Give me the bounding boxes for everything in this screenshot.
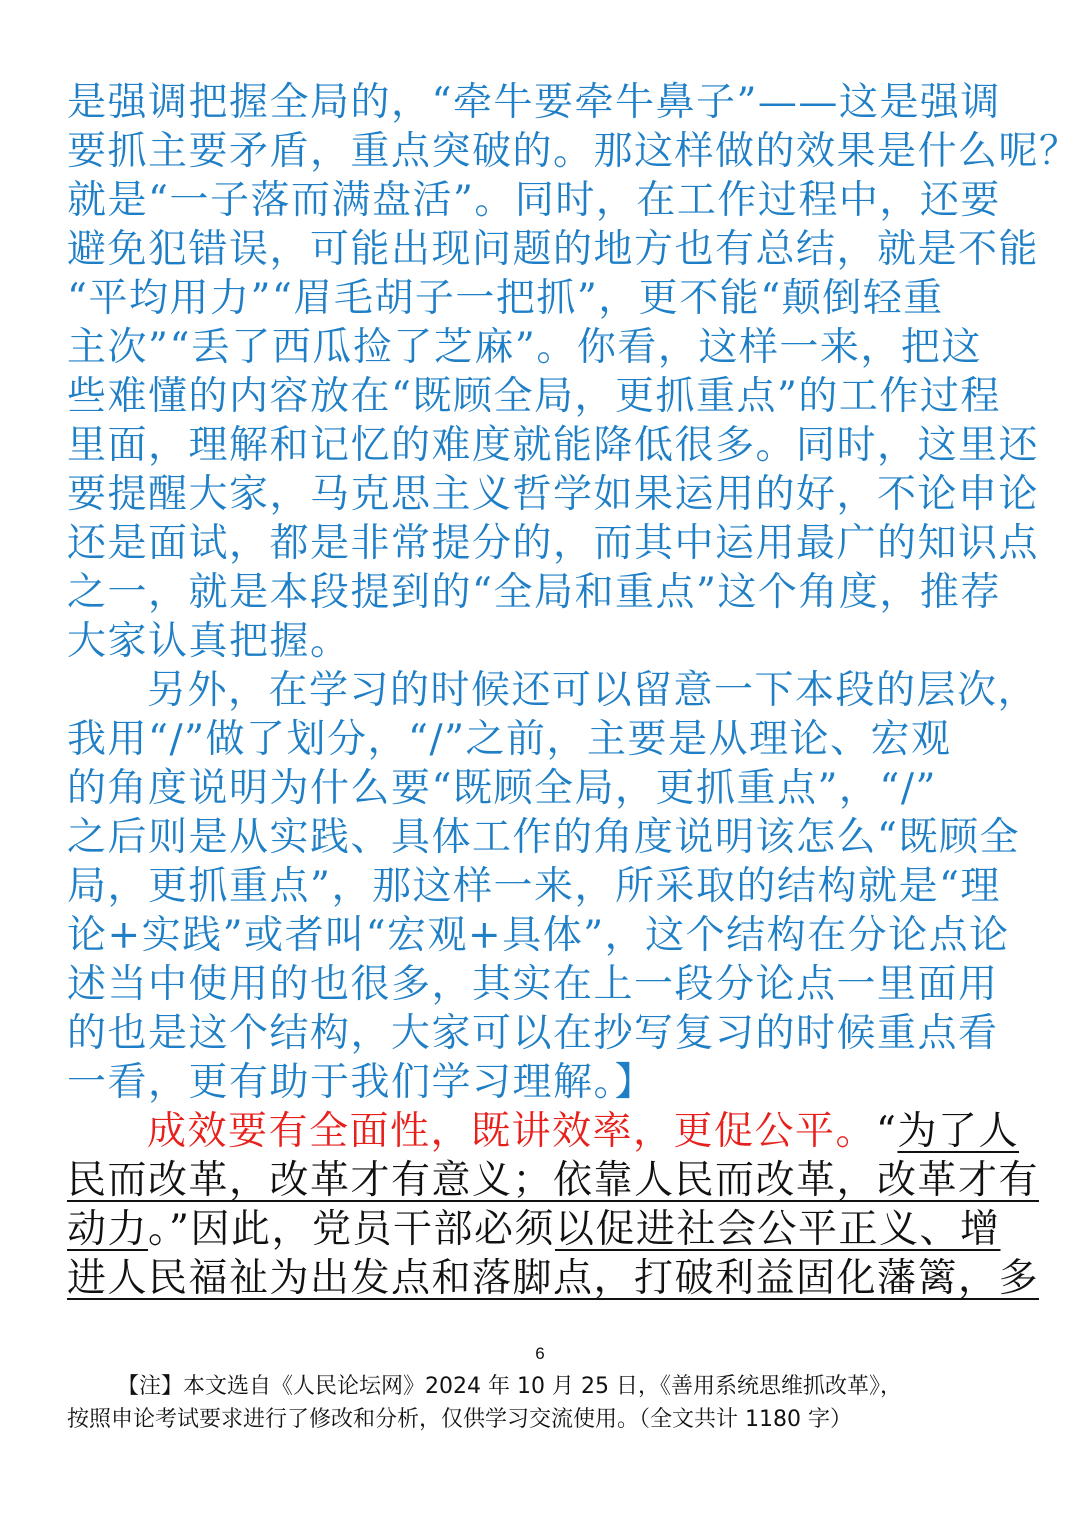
paragraph-line [67,1156,1040,1205]
commentary-line: 一看，更有助于我们学习理解。】 [67,1060,656,1105]
article-body [67,78,1080,1303]
underlined-quote: 民而改革，改革才有意义；依靠人民而改革，改革才有 [67,1158,1040,1203]
section-heading: 成效要有全面性，既讲效率，更促公平。 [147,1109,877,1154]
underlined-key-phrase: 以促进社会公平正义、增 [554,1207,1001,1252]
body-text: 。”因此，党员干部必须 [148,1207,555,1252]
commentary-line: 是强调把握全局的，“牵牛要牵牛鼻子”——这是强调 [67,80,1001,125]
commentary-line: 就是“一子落而满盘活”。同时，在工作过程中，还要 [67,178,1001,223]
commentary-line: 避免犯错误，可能出现问题的地方也有总结，就是不能 [67,227,1040,272]
commentary-line: 的角度说明为什么要“既顾全局，更抓重点”，“/” [67,766,937,811]
commentary-line: 主次”“丢了西瓜捡了芝麻”。你看，这样一来，把这 [67,325,982,370]
commentary-line: 局，更抓重点”，那这样一来，所采取的结构就是“理 [67,864,1001,909]
commentary-line: 论+实践”或者叫“宏观+具体”，这个结构在分论点论 [67,913,1010,958]
quote-mark: “ [876,1109,898,1154]
commentary-line: 另外，在学习的时候还可以留意一下本段的层次， [147,668,1039,713]
commentary-line: 里面，理解和记忆的难度就能降低很多。同时，这里还 [67,423,1040,468]
commentary-line: 要提醒大家，马克思主义哲学如果运用的好，不论申论 [67,472,1040,517]
footnote [67,1370,1027,1436]
underlined-key-phrase: 进人民福祉为出发点和落脚点，打破利益固化藩篱，多 [67,1256,1040,1301]
commentary-line: 些难懂的内容放在“既顾全局，更抓重点”的工作过程 [67,374,1001,419]
paragraph-line [67,1254,1040,1303]
underlined-quote: 为了人 [897,1109,1019,1154]
underlined-quote: 动力 [67,1207,149,1252]
paragraph-line [67,1205,1017,1254]
commentary-line: 大家认真把握。 [67,619,351,664]
paragraph-line [67,1107,1017,1156]
footnote-line: 【注】本文选自《人民论坛网》2024 年 10 月 25 日，《善用系统思维抓改革》， [117,1374,902,1399]
commentary-line: 的也是这个结构，大家可以在抄写复习的时候重点看 [67,1011,999,1056]
commentary-line: 还是面试，都是非常提分的，而其中运用最广的知识点 [67,521,1040,566]
commentary-line: 之后则是从实践、具体工作的角度说明该怎么“既顾全 [67,815,1020,860]
footnote-line: 按照申论考试要求进行了修改和分析，仅供学习交流使用。（全文共计 1180 字） [67,1407,852,1432]
commentary-line: 我用“/”做了划分，“/”之前，主要是从理论、宏观 [67,717,952,762]
commentary-line: 要抓主要矛盾，重点突破的。那这样做的效果是什么呢？ [67,129,1080,174]
commentary-line: “平均用力”“眉毛胡子一把抓”，更不能“颠倒轻重 [67,276,944,321]
commentary-line: 述当中使用的也很多，其实在上一段分论点一里面用 [67,962,999,1007]
commentary-line: 之一，就是本段提到的“全局和重点”这个角度，推荐 [67,570,1001,615]
page-number: 6 [535,1344,545,1363]
